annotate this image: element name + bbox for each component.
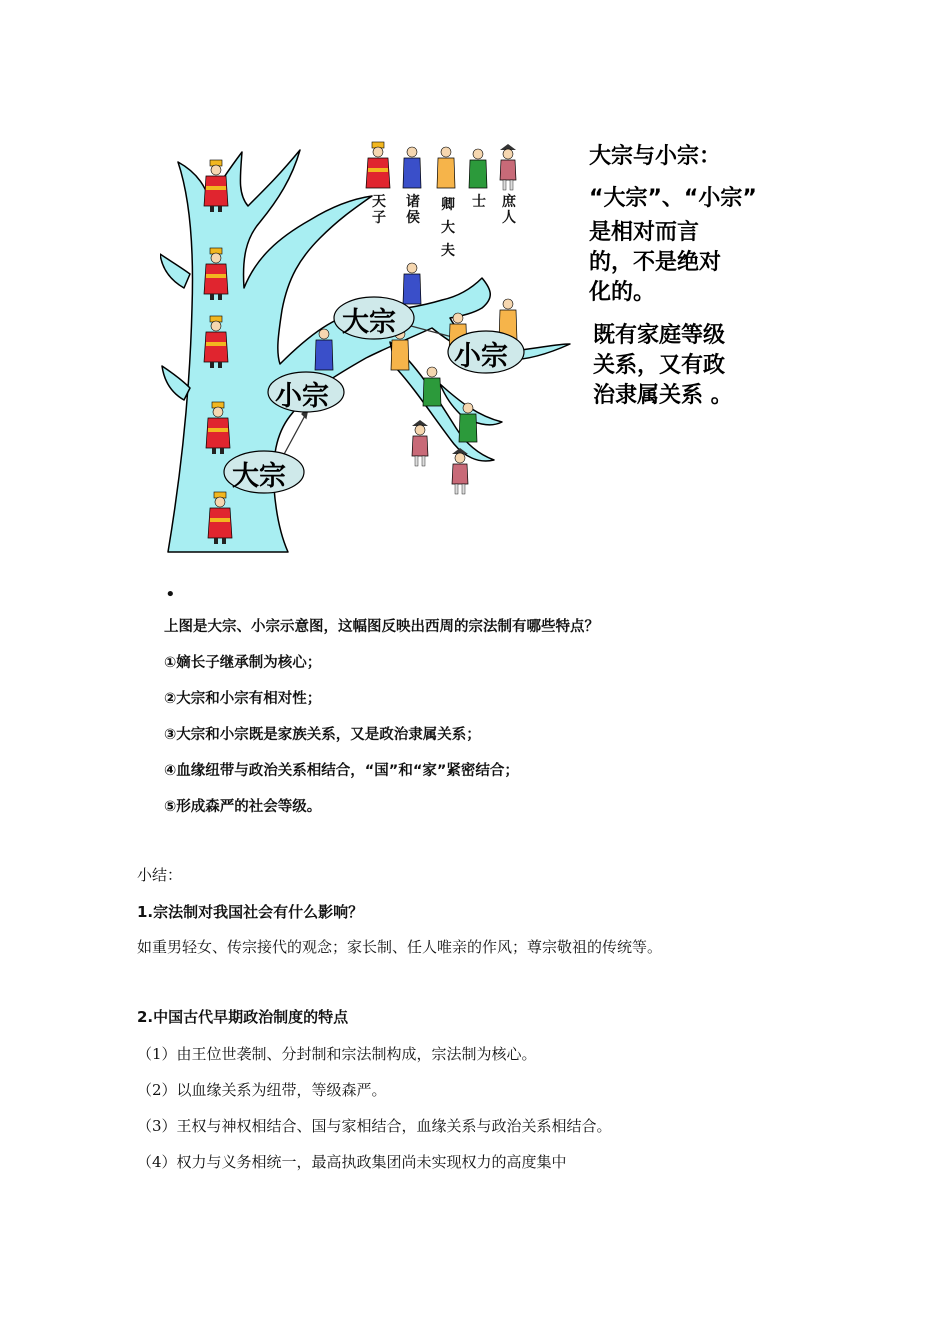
commoner-figure bbox=[412, 420, 428, 466]
minister-legend-figure bbox=[437, 147, 455, 188]
rank-label-shi: 士 bbox=[472, 194, 486, 210]
side-para2-line1: 既有家庭等级 bbox=[593, 323, 726, 348]
legend-figures bbox=[366, 142, 516, 190]
side-para1-line3: 的，不是绝对 bbox=[589, 250, 722, 275]
summary-q2-item: （3）王权与神权相结合、国与家相结合，血缘关系与政治关系相结合。 bbox=[137, 1117, 612, 1135]
commoner-legend-figure bbox=[500, 144, 516, 190]
summary-q2-item: （4）权力与义务相统一，最高执政集团尚未实现权力的高度集中 bbox=[137, 1153, 567, 1171]
king-figure bbox=[204, 160, 228, 212]
ellipse-label-xiaozong-mid: 小宗 bbox=[275, 381, 329, 412]
question-item: ⑤形成森严的社会等级。 bbox=[164, 799, 322, 815]
rank-label-zhuhou: 诸侯 bbox=[406, 194, 420, 226]
ellipse-label-dazong-top: 大宗 bbox=[342, 307, 396, 338]
side-para2-line2: 关系，又有政 bbox=[593, 353, 726, 378]
side-para1-line4: 化的。 bbox=[589, 280, 656, 305]
summary-heading: 小结： bbox=[137, 866, 183, 884]
rank-label-qingdafu: 卿大夫 bbox=[441, 197, 455, 259]
summary-q2-item: （1）由王位世袭制、分封制和宗法制构成，宗法制为核心。 bbox=[137, 1045, 537, 1063]
side-para1-line1: “大宗”、“小宗” bbox=[589, 186, 757, 211]
summary-q1-title: 1.宗法制对我国社会有什么影响？ bbox=[137, 903, 364, 921]
question-prompt: 上图是大宗、小宗示意图，这幅图反映出西周的宗法制有哪些特点？ bbox=[164, 619, 599, 635]
summary-q2-title: 2.中国古代早期政治制度的特点 bbox=[137, 1008, 349, 1026]
king-legend-figure bbox=[366, 142, 390, 188]
side-title: 大宗与小宗： bbox=[589, 144, 722, 169]
question-item: ②大宗和小宗有相对性； bbox=[164, 691, 322, 707]
rank-label-tianzi: 天子 bbox=[372, 194, 386, 226]
shi-legend-figure bbox=[469, 149, 487, 188]
summary-q2-item: （2）以血缘关系为纽带，等级森严。 bbox=[137, 1081, 387, 1099]
question-block bbox=[164, 613, 864, 829]
shi-figure bbox=[423, 367, 441, 406]
lord-figure bbox=[403, 263, 421, 304]
ellipse-label-xiaozong-right: 小宗 bbox=[454, 341, 508, 372]
rank-label-shuren: 庶人 bbox=[502, 194, 516, 226]
summary-q1-answer: 如重男轻女、传宗接代的观念；家长制、任人唯亲的作风；尊宗敬祖的传统等。 bbox=[137, 938, 663, 956]
ellipse-label-dazong-bottom: 大宗 bbox=[232, 461, 286, 492]
side-para1-line2: 是相对而言 bbox=[589, 220, 700, 245]
zongfa-diagram bbox=[160, 138, 800, 558]
lord-legend-figure bbox=[403, 147, 421, 188]
question-item: ③大宗和小宗既是家族关系，又是政治隶属关系； bbox=[164, 727, 481, 743]
bullet: • bbox=[165, 584, 176, 605]
side-para2-line3: 治隶属关系 。 bbox=[593, 383, 733, 408]
question-item: ④血缘纽带与政治关系相结合，“国”和“家”紧密结合； bbox=[164, 763, 519, 779]
question-item: ①嫡长子继承制为核心； bbox=[164, 655, 322, 671]
